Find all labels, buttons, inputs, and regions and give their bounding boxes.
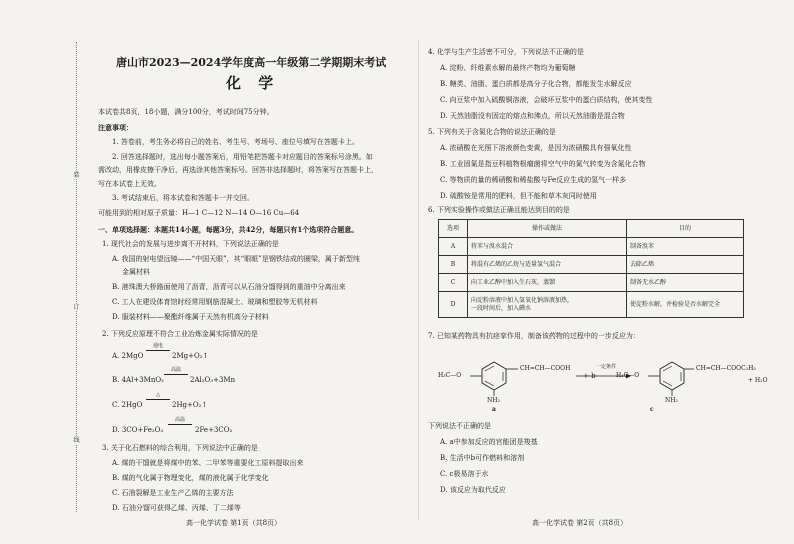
q7-option-b: B. 生活中b可作燃料和溶剂 <box>440 454 525 462</box>
q2-option-c-reactant: C. 2HgO <box>112 401 143 409</box>
q6-row-d-operation-line1: 向淀粉溶液中加入氢氧化钠溶液加热， <box>471 296 574 304</box>
q5-option-d: D. 硫酸铵是常用的肥料，但不能和草木灰同时使用 <box>440 192 597 200</box>
compound-c-methoxy: H₃C—O <box>616 372 640 379</box>
q7-plus-water: + H₂O <box>748 377 768 384</box>
binding-line <box>70 42 84 512</box>
subject-title: 化 学 <box>226 74 280 92</box>
note-2a: 2. 回答选择题时，选出每小题答案后，用铅笔把答题卡对应题目的答案标号涂黑。如 <box>112 153 373 161</box>
q1-stem: 1. 现代社会的发展与进步离不开材料，下列说法正确的是 <box>102 240 279 248</box>
atomic-masses: 可能用到的相对原子质量：H—1 C—12 N—14 O—16 Cu—64 <box>98 209 300 217</box>
note-2b: 需改动，用橡皮擦干净后，再选涂其他答案标号。回答非选择题时，将答案写在答题卡上， <box>98 166 378 174</box>
q2-option-b-product: 2Al₂O₃+3Mn <box>190 376 236 384</box>
info-line: 本试卷共8页，18小题，满分100分，考试时间75分钟。 <box>98 108 274 116</box>
q7-reaction-scheme <box>436 348 776 418</box>
q2-option-b-arrow <box>164 374 188 375</box>
note-1: 1. 答卷前，考生务必将自己的姓名、考生号、考场号、座位号填写在答题卡上。 <box>112 138 359 146</box>
q6-row-d-goal: 使淀粉水解，并检验是否水解完全 <box>627 292 744 318</box>
q2-stem: 2. 下列反应原理不符合工业冶炼金属实际情况的是 <box>102 330 258 338</box>
exam-title: 唐山市2023—2024学年度高一年级第二学期期末考试 <box>116 56 387 69</box>
q2-option-a-condition: 通电 <box>152 343 163 349</box>
q7-stem: 7. 已知某药物具有抗痉挛作用，制备该药物的过程中的一步反应为： <box>428 332 640 340</box>
q2-option-a-product: 2Mg+O₂↑ <box>172 352 209 360</box>
q6-stem: 6. 下列实验操作或做法正确且能达到目的的是 <box>428 206 570 214</box>
q6-row-c-option: C <box>439 274 468 292</box>
q1-option-c: C. 工人在建设体育馆时经常用钢筋混凝土、玻璃和塑胶等无机材料 <box>112 298 318 306</box>
q6-row-c-operation: 向工业乙醇中加入生石灰，蒸馏 <box>468 274 627 292</box>
q2-option-c-product: 2Hg+O₂↑ <box>172 401 208 409</box>
q6-header-goal: 目的 <box>627 220 744 238</box>
footer-left: 高一化学试卷 第1页（共8页） <box>186 519 282 527</box>
q1-option-a: A. 我国的射电望远镜——“中国天眼”，其“眼眶”是钢铁结成的圈梁，属于新型纯 <box>112 255 360 263</box>
q6-table-header-row <box>439 220 744 238</box>
q5-option-b: B. 工业固氮是指豆科植物根瘤菌将空气中的氮气转变为含氮化合物 <box>440 160 646 168</box>
q6-table <box>438 219 744 318</box>
q5-option-a: A. 浓硝酸在光照下溶液颜色变黄，是因为浓硝酸具有强氧化性 <box>440 144 632 152</box>
compound-a-label: a <box>492 406 496 413</box>
q5-stem: 5. 下列有关于含氮化合物的说法正确的是 <box>428 128 556 136</box>
q7-plus-b: + b <box>583 372 596 380</box>
table-row <box>439 292 744 318</box>
q7-option-d: D. 该反应为取代反应 <box>440 486 506 494</box>
q6-row-d-option: D <box>439 292 468 318</box>
q2-option-d-reactant: D. 3CO+Fe₂O₃ <box>112 426 164 434</box>
binding-mark-xian: 线 <box>73 437 80 444</box>
q6-row-a-operation: 将苯与溴水混合 <box>468 238 627 256</box>
q2-option-d-condition: 高温 <box>174 417 185 423</box>
q1-option-a-cont: 金属材料 <box>122 268 150 276</box>
q4-option-a: A. 淀粉、纤维素水解的最终产物均为葡萄糖 <box>440 64 576 72</box>
q1-option-d: D. 服装材料——聚酯纤维属于天然有机高分子材料 <box>112 313 269 321</box>
q2-option-d-product: 2Fe+3CO₂ <box>195 426 233 434</box>
q3-option-d: D. 石油分馏可获得乙烯、丙烯、丁二烯等 <box>112 504 241 512</box>
section-1-heading: 一、单项选择题：本题共14小题，每题3分，共42分，每题只有1个选项符合题意。 <box>98 225 359 234</box>
q4-stem: 4. 化学与生产生活密不可分，下列说法不正确的是 <box>428 48 584 56</box>
q7-option-c: C. c极易溶于水 <box>440 470 489 478</box>
table-row <box>439 238 744 256</box>
q6-row-a-option: A <box>439 238 468 256</box>
footer-right: 高一化学试卷 第2页（共8页） <box>532 519 628 527</box>
q2-option-d-arrow <box>168 424 192 425</box>
compound-a-methoxy: H₃C—O <box>438 372 462 379</box>
q7-reaction-condition: 一定条件 <box>595 364 616 370</box>
note-3: 3. 考试结束后，将本试卷和答题卡一并交回。 <box>112 194 254 202</box>
q2-option-c-condition: △ <box>156 392 160 398</box>
q2-option-c-arrow <box>146 399 170 400</box>
q6-header-option: 选项 <box>439 220 468 238</box>
q3-stem: 3. 关于化石燃料的综合利用，下列说法中正确的是 <box>102 444 258 452</box>
q2-option-b-reactant: B. 4Al+3MnO₂ <box>112 376 164 384</box>
q2-option-b-condition: 高温 <box>170 367 181 373</box>
q2-option-a-reactant: A. 2MgO <box>112 352 144 360</box>
note-2c: 写在本试卷上无效。 <box>98 180 161 188</box>
table-row <box>439 256 744 274</box>
q7-option-a: A. a中参加反应的官能团是羧基 <box>440 438 538 446</box>
page-divider <box>418 40 419 520</box>
binding-mark-ding: 订 <box>73 304 80 311</box>
compound-a-chain: CH=CH—COOH <box>520 365 571 372</box>
compound-c-label: c <box>650 406 654 413</box>
q6-header-operation: 操作或做法 <box>468 220 627 238</box>
q6-row-c-goal: 制备无水乙醇 <box>627 274 744 292</box>
compound-c-chain: CH=CH—COOC₂H₅ <box>696 365 756 372</box>
compound-a-amino: NH₂ <box>487 397 500 404</box>
q3-option-c: C. 石油裂解是工业生产乙烯的主要方法 <box>112 489 234 497</box>
compound-c-amino: NH₂ <box>665 397 678 404</box>
q1-option-b: B. 港珠澳大桥路面使用了沥青，沥青可以从石油分馏得到的重油中分离出来 <box>112 283 346 291</box>
q6-row-b-option: B <box>439 256 468 274</box>
q3-option-b: B. 煤的气化属于物理变化，煤的液化属于化学变化 <box>112 474 269 482</box>
notes-title: 注意事项： <box>98 123 133 132</box>
q5-option-c: C. 等物质的量的稀硝酸和稀盐酸与Fe反应生成的氢气一样多 <box>440 176 627 184</box>
q3-option-a: A. 煤的干馏就是将煤中的苯、二甲苯等重要化工原料提取出来 <box>112 459 304 467</box>
q6-row-a-goal: 制备溴苯 <box>627 238 744 256</box>
q4-option-d: D. 天然油脂没有固定的熔点和沸点，所以天然油脂是混合物 <box>440 112 625 120</box>
q6-row-d-operation <box>468 292 627 318</box>
table-row <box>439 274 744 292</box>
q4-option-c: C. 向豆浆中加入硫酸铜溶液，会破坏豆浆中的蛋白质结构，使其变性 <box>440 96 653 104</box>
q6-row-b-goal: 去除乙烯 <box>627 256 744 274</box>
q4-option-b: B. 糖类、油脂、蛋白质都是高分子化合物，都能发生水解反应 <box>440 80 632 88</box>
q7-stem-2: 下列说法不正确的是 <box>428 422 491 430</box>
q6-row-b-operation: 将混有乙烯的乙烷与适量氢气混合 <box>468 256 627 274</box>
q6-row-d-operation-line2: 一段时间后，加入碘水 <box>471 304 532 312</box>
binding-mark-zhuang: 装 <box>73 172 80 179</box>
q2-option-a-arrow <box>146 350 170 351</box>
